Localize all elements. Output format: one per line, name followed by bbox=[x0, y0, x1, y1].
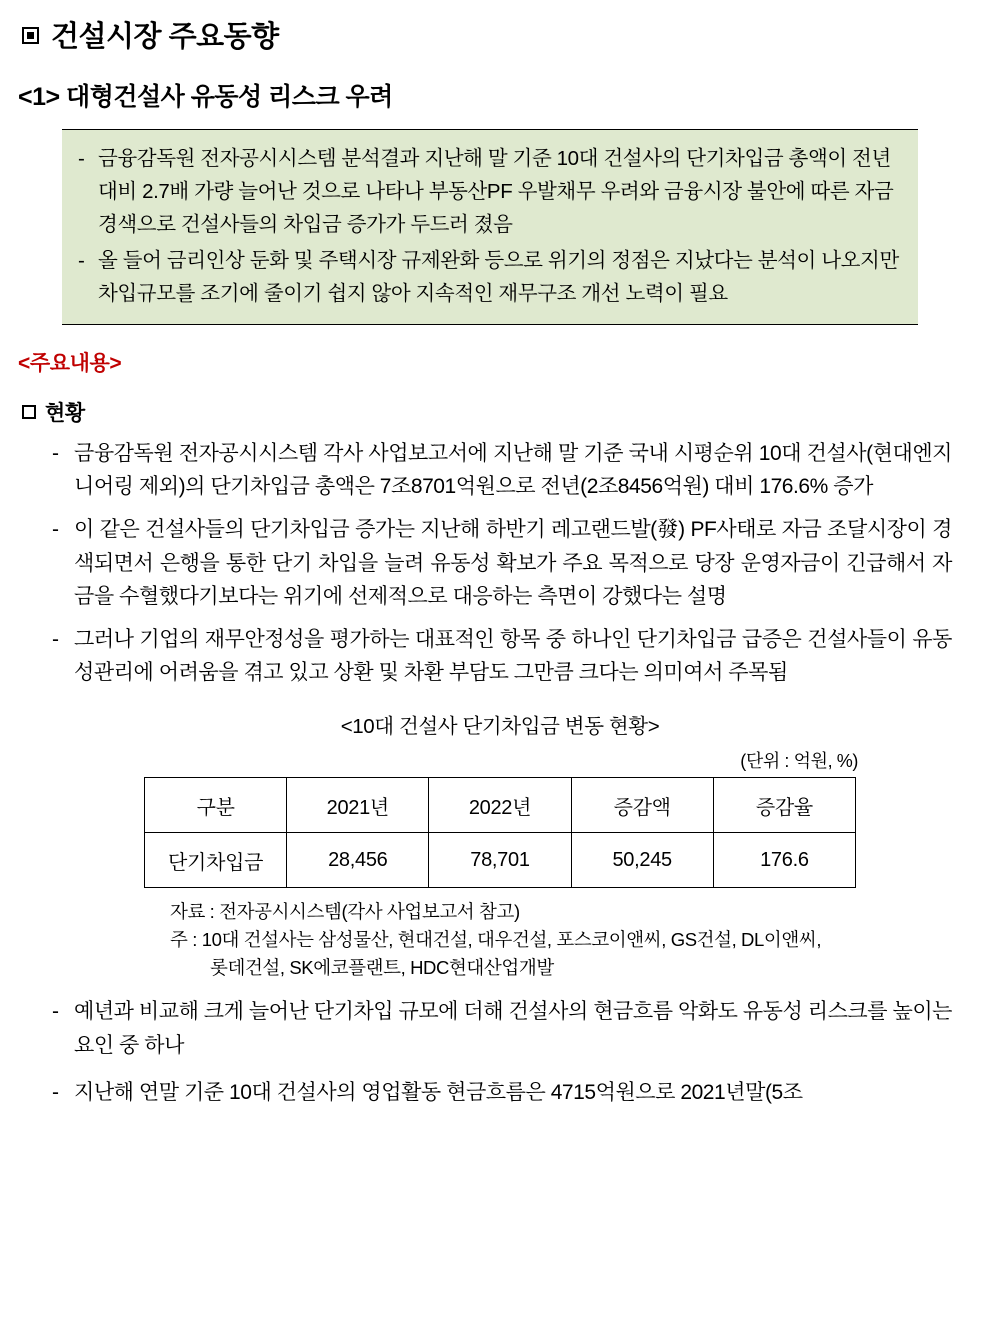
table-note-source: 자료 : 전자공시시스템(각사 사업보고서 참고) bbox=[170, 901, 520, 923]
dash-marker: - bbox=[78, 147, 85, 170]
table-header-cell: 2022년 bbox=[429, 778, 571, 833]
main-content-label: <주요내용> bbox=[18, 352, 122, 376]
table-cell: 50,245 bbox=[571, 833, 713, 888]
dash-marker: - bbox=[52, 627, 59, 651]
bullet-item bbox=[52, 437, 952, 503]
subsection-heading bbox=[22, 397, 1000, 427]
table-cell: 78,701 bbox=[429, 833, 571, 888]
section-heading: <1> 대형건설사 유동성 리스크 우려 bbox=[18, 83, 393, 111]
page-title bbox=[22, 14, 1000, 55]
bullet-item bbox=[52, 513, 952, 613]
bullet-item bbox=[52, 623, 952, 689]
table-row bbox=[145, 833, 856, 888]
summary-item bbox=[78, 244, 902, 310]
table-header-cell: 2021년 bbox=[287, 778, 429, 833]
bullet-text: 그러나 기업의 재무안정성을 평가하는 대표적인 항목 중 하나인 단기차입금 급증은 건설사들이 유동성관리에 어려움을 겪고 있고 상환 및 차환 부담도 그만큼 크다는 의미여서 주목됨 bbox=[74, 627, 952, 685]
table-cell: 단기차입금 bbox=[145, 833, 287, 888]
short-term-borrowings-table bbox=[144, 777, 856, 888]
summary-item-text: 올 들어 금리인상 둔화 및 주택시장 규제완화 등으로 위기의 정점은 지났다는 분석이 나오지만 차입규모를 조기에 줄이기 쉽지 않아 지속적인 재무구조 개선 노력이 필요 bbox=[98, 248, 899, 305]
dash-marker: - bbox=[52, 518, 59, 542]
table-note-remark: 주 : 10대 건설사는 삼성물산, 현대건설, 대우건설, 포스코이앤씨, GS건설, DL이앤씨, bbox=[170, 928, 822, 950]
filled-square-bullet-icon bbox=[22, 27, 39, 44]
table-header-cell: 구분 bbox=[145, 778, 287, 833]
dash-marker: - bbox=[78, 248, 85, 272]
table-header-cell: 증감율 bbox=[713, 778, 855, 833]
table-unit-label: (단위 : 억원, %) bbox=[740, 751, 858, 772]
dash-marker: - bbox=[52, 442, 59, 466]
table-cell: 28,456 bbox=[287, 833, 429, 888]
document-page bbox=[0, 14, 1000, 1334]
bullet-text: 예년과 비교해 크게 늘어난 단기차입 규모에 더해 건설사의 현금흐름 악화도 유동성 리스크를 높이는 요인 중 하나 bbox=[74, 1000, 952, 1057]
table-note-remark-cont: 롯데건설, SK에코플랜트, HDC현대산업개발 bbox=[210, 956, 554, 978]
bullet-item bbox=[52, 1076, 952, 1109]
bullet-text: 지난해 연말 기준 10대 건설사의 영업활동 현금흐름은 4715억원으로 2021년말(5조 bbox=[74, 1080, 803, 1104]
bullet-item bbox=[52, 995, 952, 1061]
bullet-text: 이 같은 건설사들의 단기차입금 증가는 지난해 하반기 레고랜드발(發) PF사태로 자금 조달시장이 경색되면서 은행을 통한 단기 차입을 늘려 유동성 확보가 주요 목적으로 당장 운영자금이 긴급해서 자금을 수혈했다기보다는 위기에 선제적으로 대응하는 측면이 강했다는 설명 bbox=[74, 518, 952, 608]
page-title-text: 건설시장 주요동향 bbox=[51, 21, 279, 53]
table-cell: 176.6 bbox=[713, 833, 855, 888]
dash-marker: - bbox=[52, 1080, 59, 1104]
bullet-list-top bbox=[0, 437, 1000, 689]
summary-item bbox=[78, 142, 902, 242]
bullet-list-bottom bbox=[0, 995, 1000, 1109]
table-caption: <10대 건설사 단기차입금 변동 현황> bbox=[340, 715, 660, 739]
subsection-heading-text: 현황 bbox=[45, 402, 85, 426]
summary-item-text: 금융감독원 전자공시시스템 분석결과 지난해 말 기준 10대 건설사의 단기차입금 총액이 전년대비 2.7배 가량 늘어난 것으로 나타나 부동산PF 우발채무 우려와 금융시장 불안에 따른 자금경색으로 건설사들의 차입금 증가가 두드러 졌음 bbox=[98, 147, 894, 237]
hollow-square-bullet-icon bbox=[22, 405, 36, 419]
table-header-cell: 증감액 bbox=[571, 778, 713, 833]
dash-marker: - bbox=[52, 1000, 59, 1024]
table-header-row bbox=[145, 778, 856, 833]
bullet-text: 금융감독원 전자공시시스템 각사 사업보고서에 지난해 말 기준 국내 시평순위 10대 건설사(현대엔지니어링 제외)의 단기차입금 총액은 7조8701억원으로 전년(2조8456억원) 대비 176.6% 증가 bbox=[74, 442, 952, 499]
table-notes bbox=[170, 898, 1000, 981]
summary-box bbox=[62, 129, 918, 325]
